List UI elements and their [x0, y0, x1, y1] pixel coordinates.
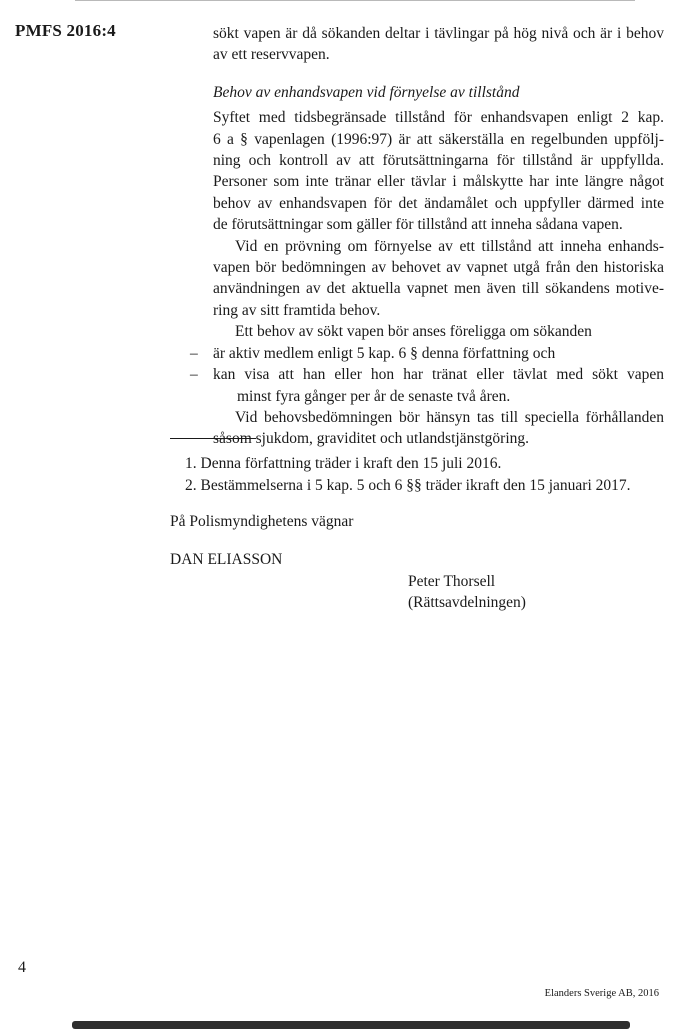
text-line: Vid en prövning om förnyelse av ett tillstånd att inneha enhands- — [235, 237, 664, 255]
transitional-provision-item: 1. Denna författning träder i kraft den 15 juli 2016. — [185, 455, 502, 472]
on-behalf-line: På Polismyndighetens vägnar — [170, 513, 354, 531]
intro-paragraph — [213, 23, 664, 66]
body-column — [190, 23, 664, 450]
text-line: användningen av det aktuella vapnet men även till sökandens motive- — [213, 280, 664, 298]
text-line: minst fyra gånger per år de senaste två åren. — [237, 387, 511, 405]
text-line: Personer som inte tränar eller tävlar i målskytte har inte längre något — [213, 173, 664, 191]
text-line: av ett reservvapen. — [213, 46, 330, 64]
countersign-name: Peter Thorsell — [408, 573, 496, 590]
dash-bullet: – — [190, 366, 198, 384]
transitional-provisions — [170, 453, 664, 496]
document-code-label: PMFS 2016:4 — [15, 21, 116, 40]
text-line: Syftet med tidsbegränsade tillstånd för enhandsvapen enligt 2 kap. — [213, 109, 664, 127]
list-item-line: – kan visa att han eller hon har tränat eller tävlat med sökt vapen — [213, 364, 664, 385]
horizontal-scrollbar[interactable] — [72, 1021, 630, 1029]
countersignature-block — [408, 571, 664, 614]
text-line: 6 a § vapenlagen (1996:97) är att säkerställa en regelbunden uppfölj- — [213, 130, 664, 148]
text-line: behov av enhandsvapen för det ändamålet och uppfyller därmed inte — [213, 194, 664, 212]
transitional-provision-item: 2. Bestämmelserna i 5 kap. 5 och 6 §§ träder ikraft den 15 januari 2017. — [185, 476, 631, 494]
signatory-name: DAN ELIASSON — [170, 550, 283, 568]
list-item-line: – är aktiv medlem enligt 5 kap. 6 § denna författning och — [213, 343, 664, 364]
countersign-department: (Rättsavdelningen) — [408, 594, 526, 612]
text-line: Vid behovsbedömningen bör hänsyn tas till speciella förhållanden — [235, 408, 664, 426]
printer-credit: Elanders Sverige AB, 2016 — [544, 988, 659, 999]
closing-block — [170, 438, 664, 614]
text-line: ning och kontroll av att förutsättningarna för tillstånd är uppfyllda. — [213, 152, 664, 170]
page-number: 4 — [18, 959, 26, 976]
page-top-edge-line — [75, 0, 635, 1]
dash-bullet: – — [190, 344, 198, 362]
section-heading: Behov av enhandsvapen vid förnyelse av tillstånd — [213, 83, 520, 101]
text-line: såsom sjukdom, graviditet och utlandstjänstgöring. — [213, 430, 529, 448]
text-line: Ett behov av sökt vapen bör anses föreligga om sökanden — [235, 323, 592, 341]
text-line: ring av sitt framtida behov. — [213, 301, 381, 319]
text-line: vapen bör bedömningen av behovet av vapnet utgå från den historiska — [213, 259, 664, 277]
transitional-rule — [170, 438, 256, 439]
text-line: de förutsättningar som gäller för tillstånd att inneha sådana vapen. — [213, 216, 623, 234]
text-line: sökt vapen är då sökanden deltar i tävlingar på hög nivå och är i behov — [213, 25, 664, 42]
main-paragraphs — [190, 107, 664, 450]
